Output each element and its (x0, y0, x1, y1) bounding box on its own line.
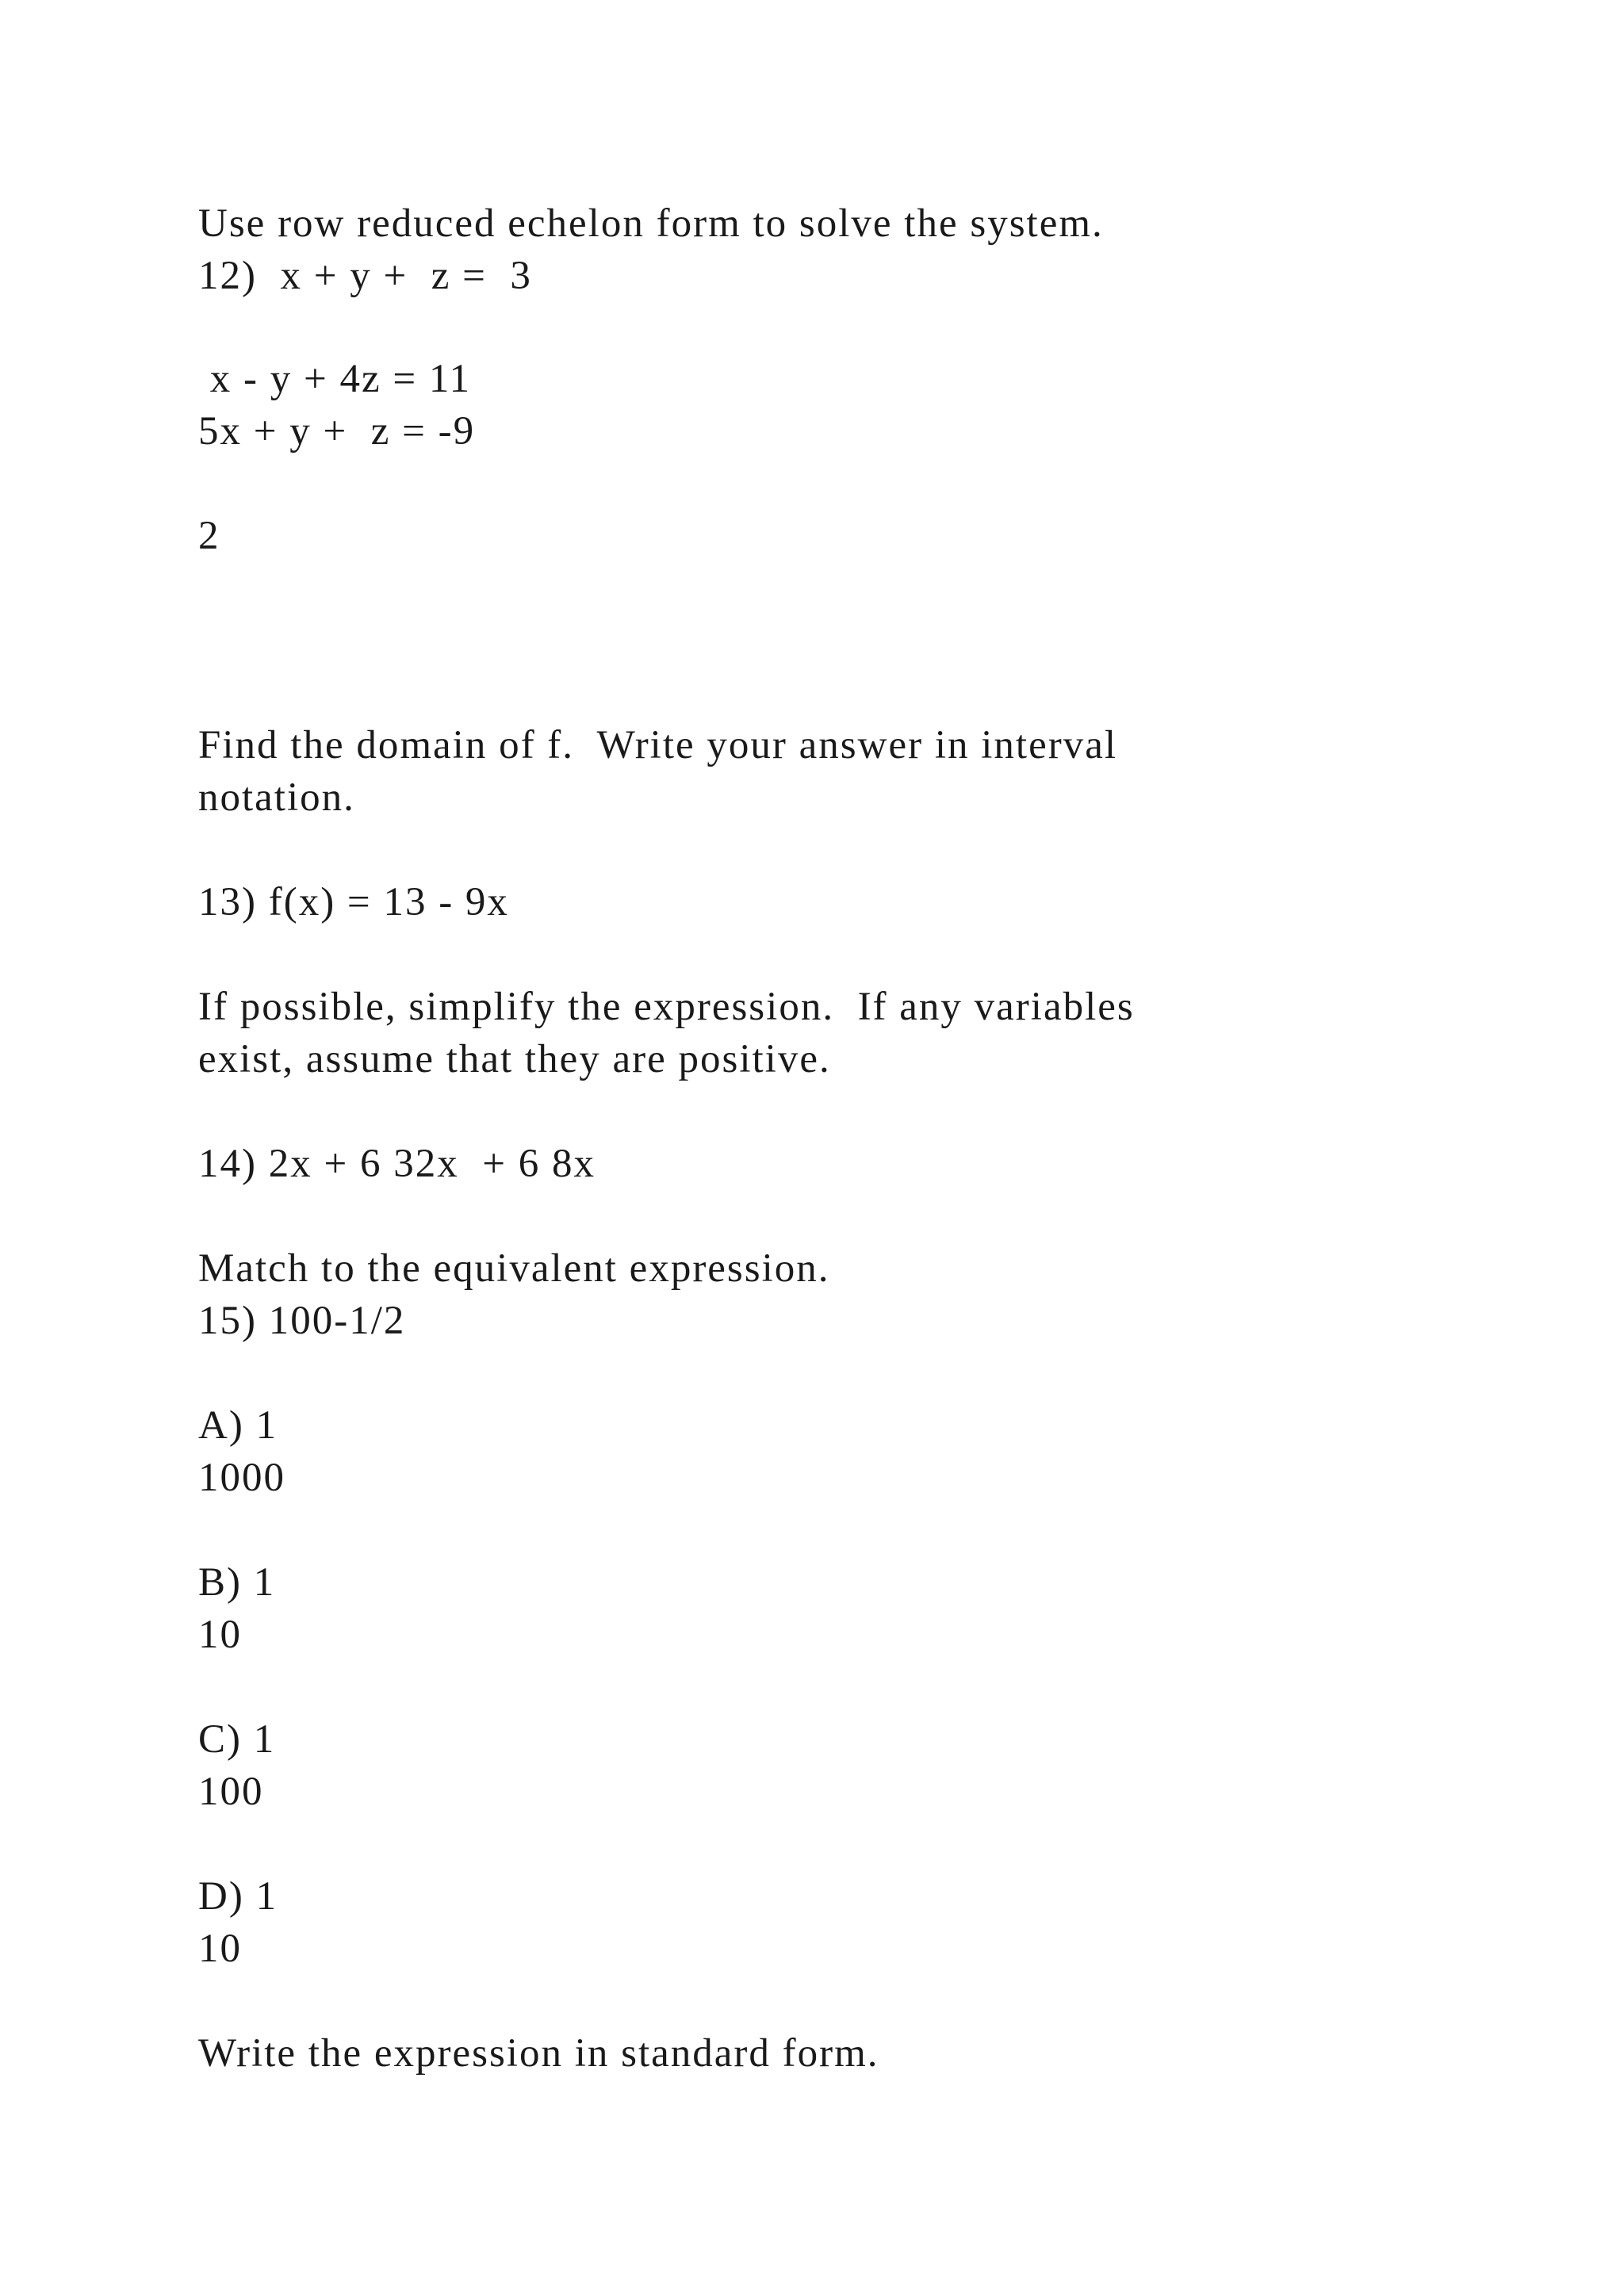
option-b-denominator: 10 (198, 1613, 242, 1657)
instruction-rref: Use row reduced echelon form to solve the system. (198, 201, 1104, 246)
option-c-numerator: C) 1 (198, 1717, 276, 1762)
option-b-numerator: B) 1 (198, 1560, 276, 1605)
problem-13: 13) f(x) = 13 - 9x (198, 880, 509, 924)
instruction-match: Match to the equivalent expression. (198, 1246, 830, 1291)
option-a-denominator: 1000 (198, 1456, 285, 1500)
option-c-denominator: 100 (198, 1770, 264, 1814)
problem-15: 15) 100-1/2 (198, 1299, 406, 1343)
problem-12-equation-3: 5x + y + z = -9 (198, 409, 476, 453)
instruction-standard-form: Write the expression in standard form. (198, 2031, 879, 2076)
problem-14: 14) 2x + 6 32x + 6 8x (198, 1142, 596, 1186)
instruction-domain: Find the domain of f. Write your answer in interval (198, 723, 1118, 767)
option-d-denominator: 10 (198, 1927, 242, 1971)
instruction-simplify-cont: exist, assume that they are positive. (198, 1037, 831, 1081)
instruction-simplify: If possible, simplify the expression. If any variables (198, 985, 1135, 1029)
problem-12-equation-2: x - y + 4z = 11 (198, 357, 472, 401)
stray-digit: 2 (198, 514, 220, 558)
option-a-numerator: A) 1 (198, 1403, 278, 1448)
option-d-numerator: D) 1 (198, 1874, 278, 1919)
problem-12-equation-1: 12) x + y + z = 3 (198, 254, 532, 298)
instruction-domain-cont: notation. (198, 775, 355, 820)
